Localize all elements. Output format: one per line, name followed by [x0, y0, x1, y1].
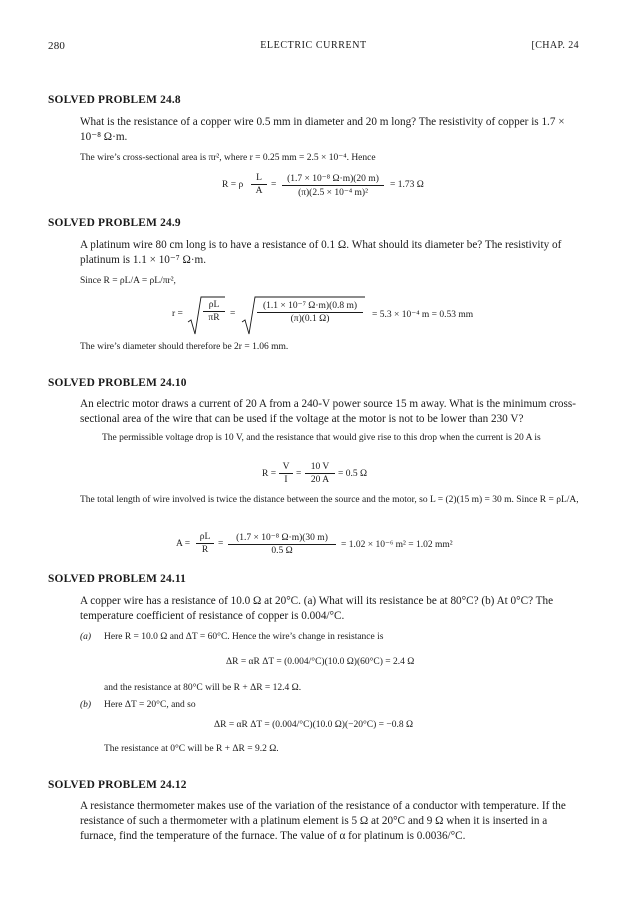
- part-b-text: Here ΔT = 20°C, and so: [104, 700, 196, 710]
- problem-heading-24-11: SOLVED PROBLEM 24.11: [48, 573, 187, 585]
- part-a-equation: ΔR = αR ΔT = (0.004/°C)(10.0 Ω)(60°C) = 2.4 Ω: [226, 657, 415, 667]
- problem-heading-24-9: SOLVED PROBLEM 24.9: [48, 217, 181, 229]
- solution-text-24-8: The wire’s cross-sectional area is πr², where r = 0.25 mm = 2.5 × 10⁻⁴. Hence: [80, 153, 376, 163]
- page-number: 280: [48, 40, 66, 52]
- problem-heading-24-8: SOLVED PROBLEM 24.8: [48, 94, 181, 106]
- problem-question-24-10: An electric motor draws a current of 20 A from a 240-V power source 15 m away. What is the minimum cross-sectional area of the wire that can be used if the voltage at the motor is not to be lower than 230 V?: [80, 398, 576, 425]
- solution-text-24-10: The permissible voltage drop is 10 V, and the resistance that would give rise to this drop when the current is 20 A is: [102, 433, 541, 443]
- part-b-result: The resistance at 0°C will be R + ΔR = 9.2 Ω.: [104, 744, 279, 754]
- solution-conclusion-24-9: The wire’s diameter should therefore be 2r = 1.06 mm.: [80, 342, 289, 352]
- chapter-label: [CHAP. 24: [531, 40, 579, 51]
- running-header: [48, 40, 579, 56]
- textbook-page: 280 ELECTRIC CURRENT [CHAP. 24 SOLVED PROBLEM 24.8 What is the resistance of a copper wire 0.5 mm in diameter and 20 m long? The resistivity of copper is 1.7 × 10⁻⁸ Ω·m. The wire’s cross-sectional area is πr², where r = 0.25 mm = 2.5 × 10⁻⁴. Hence R = ρ $\frac{L}{A}$ = $\frac{\text{(1.7 × 10⁻⁸ Ω·m)(20 m)}}{\text{(π)(2.5 × 10⁻⁴ m)²}}$ = 1.73 Ω SOLVED PROBLEM 24.9 A platinum wire 80 cm long is to have a resistance of 0.1 Ω. What should its diameter be? The resistivity of platinum is 1.1 × 10⁻⁷ Ω·m. Since R = ρL/A = ρL/πr², r = $\frac{\rho L}{\pi R}$ = $\frac{\text{(1.1 × 10⁻⁷ Ω·m)(0.8 m)}}{(\pi)(0.1 \Omega)}$ = 5.3 × 10⁻⁴ m = 0.53 mm The wire’s diameter should therefore be 2r = 1.06 mm. SOLVED PROBLEM 24.10 An electric motor draws a current of 20 A from a 240-V power source 15 m away. What is the minimum cross-sectional area of the wire that can be used if the voltage at the motor is not to be lower than 230 V? The permissible voltage drop is 10 V, and the resistance that would give rise to this drop when the current is 20 A is R = $\frac{V}{I}$ = $\frac{10 V}{20 A}$ = 0.5 Ω The total length of wire involved is twice the distance between the source and the motor, so L = (2)(15 m) = 30 m. Since R = ρL/A, A = $\frac{\rho L}{R}$ = $\frac{\text{(1.7 × 10⁻⁸ Ω·m)(30 m)}}{0.5 \Omega}$ = 1.02 × 10⁻⁶ m² = 1.02 mm² SOLVED PROBLEM 24.11 A copper wire has a resistance of 10.0 Ω at 20°C. (a) What will its resistance be at 80°C? (b) At 0°C? The temperature coefficient of resistance of copper is 0.004/°C. (a) Here R = 10.0 Ω and ΔT = 60°C. Hence the wire’s change in resistance is ΔR = αR ΔT = (0.004/°C)(10.0 Ω)(60°C) = 2.4 Ω and the resistance at 80°C will be R + ΔR = 12.4 Ω. (b) Here ΔT = 20°C, and so ΔR = αR ΔT = (0.004/°C)(10.0 Ω)(−20°C) = −0.8 Ω The resistance at 0°C will be R + ΔR = 9.2 Ω. SOLVED PROBLEM 24.12 A resistance thermometer makes use of the variation of the resistance of a conductor with temperature. If the resistance of such a thermometer with a platinum element is 5 Ω at 20°C and 9 Ω when it is inserted in a furnace, find the temperature of the furnace. The value of α for platinum is 0.0036/°C.: [48, 40, 579, 842]
- solution-since-24-9: Since R = ρL/A = ρL/πr²,: [80, 276, 176, 286]
- solution-length-24-10: The total length of wire involved is twice the distance between the source and the motor, so L = (2)(15 m) = 30 m. Since R = ρL/A,: [80, 495, 579, 505]
- problem-question-24-8: What is the resistance of a copper wire 0.5 mm in diameter and 20 m long? The resistivity of copper is 1.7 × 10⁻⁸ Ω·m.: [80, 116, 565, 143]
- problem-question-24-9: A platinum wire 80 cm long is to have a resistance of 0.1 Ω. What should its diameter be? The resistivity of platinum is 1.1 × 10⁻⁷ Ω·m.: [80, 239, 562, 266]
- part-b-label: (b): [80, 700, 92, 710]
- part-a-text: Here R = 10.0 Ω and ΔT = 60°C. Hence the wire’s change in resistance is: [104, 632, 384, 642]
- part-a-result: and the resistance at 80°C will be R + ΔR = 12.4 Ω.: [104, 683, 302, 693]
- chapter-title: ELECTRIC CURRENT: [260, 40, 367, 51]
- problem-heading-24-10: SOLVED PROBLEM 24.10: [48, 377, 187, 389]
- part-b-equation: ΔR = αR ΔT = (0.004/°C)(10.0 Ω)(−20°C) = −0.8 Ω: [214, 720, 414, 730]
- problem-heading-24-12: SOLVED PROBLEM 24.12: [48, 779, 187, 791]
- problem-question-24-11: A copper wire has a resistance of 10.0 Ω at 20°C. (a) What will its resistance be at 80°C? (b) At 0°C? The temperature coefficient of resistance of copper is 0.004/°C.: [80, 595, 554, 622]
- problem-question-24-12: A resistance thermometer makes use of the variation of the resistance of a conductor with temperature. If the resistance of such a thermometer with a platinum element is 5 Ω at 20°C and 9 Ω when it is inserted in a furnace, find the temperature of the furnace. The value of α for platinum is 0.0036/°C.: [80, 800, 566, 842]
- part-a-label: (a): [80, 632, 92, 642]
